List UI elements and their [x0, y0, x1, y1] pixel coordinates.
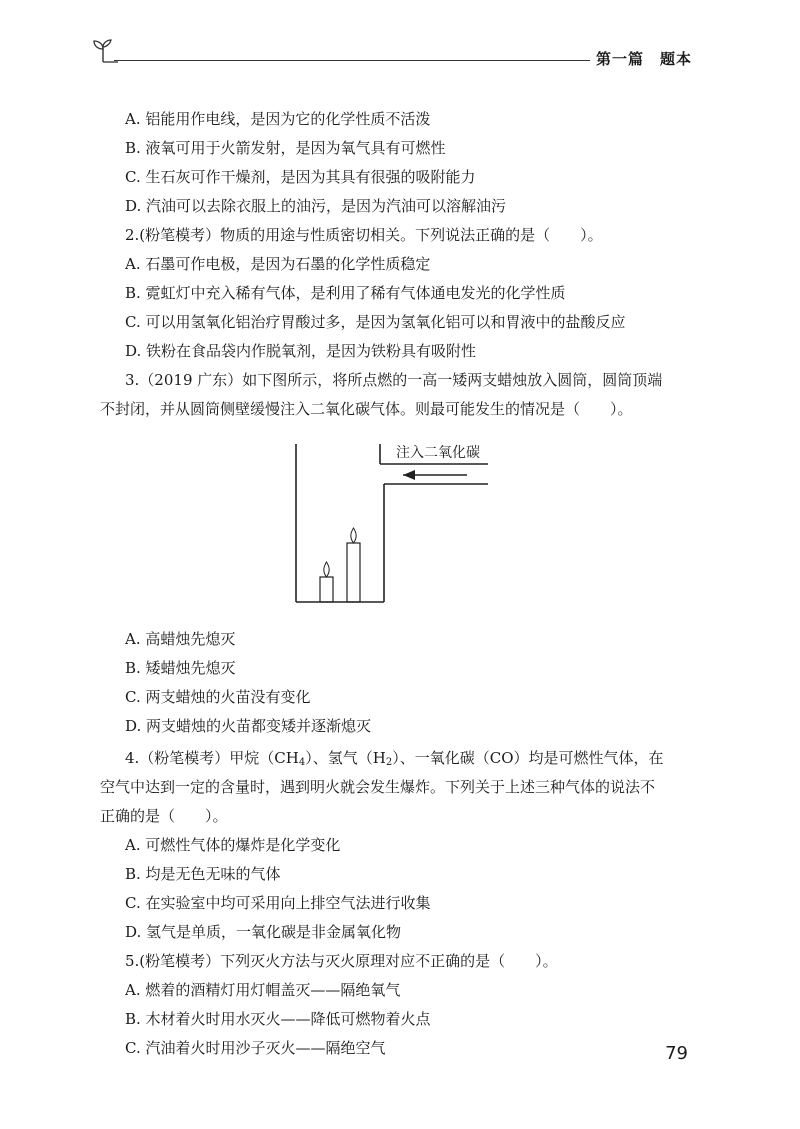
- option-d: D. 氢气是单质，一氧化碳是非金属氧化物: [125, 923, 402, 941]
- option-c: C. 两支蜡烛的火苗没有变化: [125, 688, 311, 706]
- question-stem-line-1: 3.（2019 广东）如下图所示，将所点燃的一高一矮两支蜡烛放入圆筒，圆筒顶端: [125, 371, 663, 389]
- question-5: [115, 947, 705, 1063]
- section-title: 第一篇 题本: [595, 50, 692, 68]
- option-c: C. 可以用氢氧化铝治疗胃酸过多，是因为氢氧化铝可以和胃液中的盐酸反应: [125, 313, 626, 331]
- question-stem-line-1: 4.（粉笔模考）甲烷$(CH_4)$、氢气$(H_2)$、一氧化碳（CO）均是可燃性气体，在: [125, 749, 664, 768]
- option-a: A. 石墨可作电极，是因为石墨的化学性质稳定: [125, 255, 431, 273]
- question-2: [115, 221, 705, 366]
- option-b: B. 液氧可用于火箭发射，是因为氧气具有可燃性: [125, 139, 446, 157]
- option-b: B. 霓虹灯中充入稀有气体，是利用了稀有气体通电发光的化学性质: [125, 284, 566, 302]
- co2-inlet-label: 注入二氧化碳: [396, 445, 480, 461]
- sprout-icon: [88, 36, 118, 66]
- option-b: B. 均是无色无味的气体: [125, 865, 281, 883]
- option-c: C. 生石灰可作干燥剂，是因为其具有很强的吸附能力: [125, 168, 476, 186]
- question-stem-line-2: 空气中达到一定的含量时，遇到明火就会发生爆炸。下列关于上述三种气体的说法不: [100, 778, 656, 796]
- option-a: A. 可燃性气体的爆炸是化学变化: [125, 836, 341, 854]
- question-4: [100, 744, 705, 947]
- question-1-options: [115, 105, 705, 221]
- option-b: B. 矮蜡烛先熄灭: [125, 659, 236, 677]
- option-d: D. 汽油可以去除衣服上的油污，是因为汽油可以溶解油污: [125, 197, 507, 215]
- question-stem: 2.(粉笔模考）物质的用途与性质密切相关。下列说法正确的是（ ）。: [125, 226, 603, 244]
- question-stem-line-2: 不封闭，并从圆筒侧壁缓慢注入二氧化碳气体。则最可能发生的情况是（ ）。: [100, 400, 633, 418]
- page-content: [100, 105, 705, 1063]
- option-b: B. 木材着火时用水灭火——降低可燃物着火点: [125, 1010, 431, 1028]
- page-header: [80, 30, 700, 76]
- page-number: 79: [665, 1043, 688, 1064]
- question-stem: 5.(粉笔模考）下列灭火方法与灭火原理对应不正确的是（ ）。: [125, 952, 558, 970]
- question-stem-line-3: 正确的是（ ）。: [100, 807, 228, 825]
- header-rule: [114, 60, 590, 61]
- option-a: A. 燃着的酒精灯用灯帽盖灭——隔绝氧气: [125, 981, 401, 999]
- option-d: D. 铁粉在食品袋内作脱氧剂，是因为铁粉具有吸附性: [125, 342, 477, 360]
- option-a: A. 铝能用作电线，是因为它的化学性质不活泼: [125, 110, 431, 128]
- option-a: A. 高蜡烛先熄灭: [125, 630, 236, 648]
- candle-figure: [115, 430, 705, 615]
- option-d: D. 两支蜡烛的火苗都变矮并逐渐熄灭: [125, 717, 372, 735]
- option-c: C. 在实验室中均可采用向上排空气法进行收集: [125, 894, 431, 912]
- option-c: C. 汽油着火时用沙子灭火——隔绝空气: [125, 1039, 386, 1057]
- question-3: [100, 366, 705, 741]
